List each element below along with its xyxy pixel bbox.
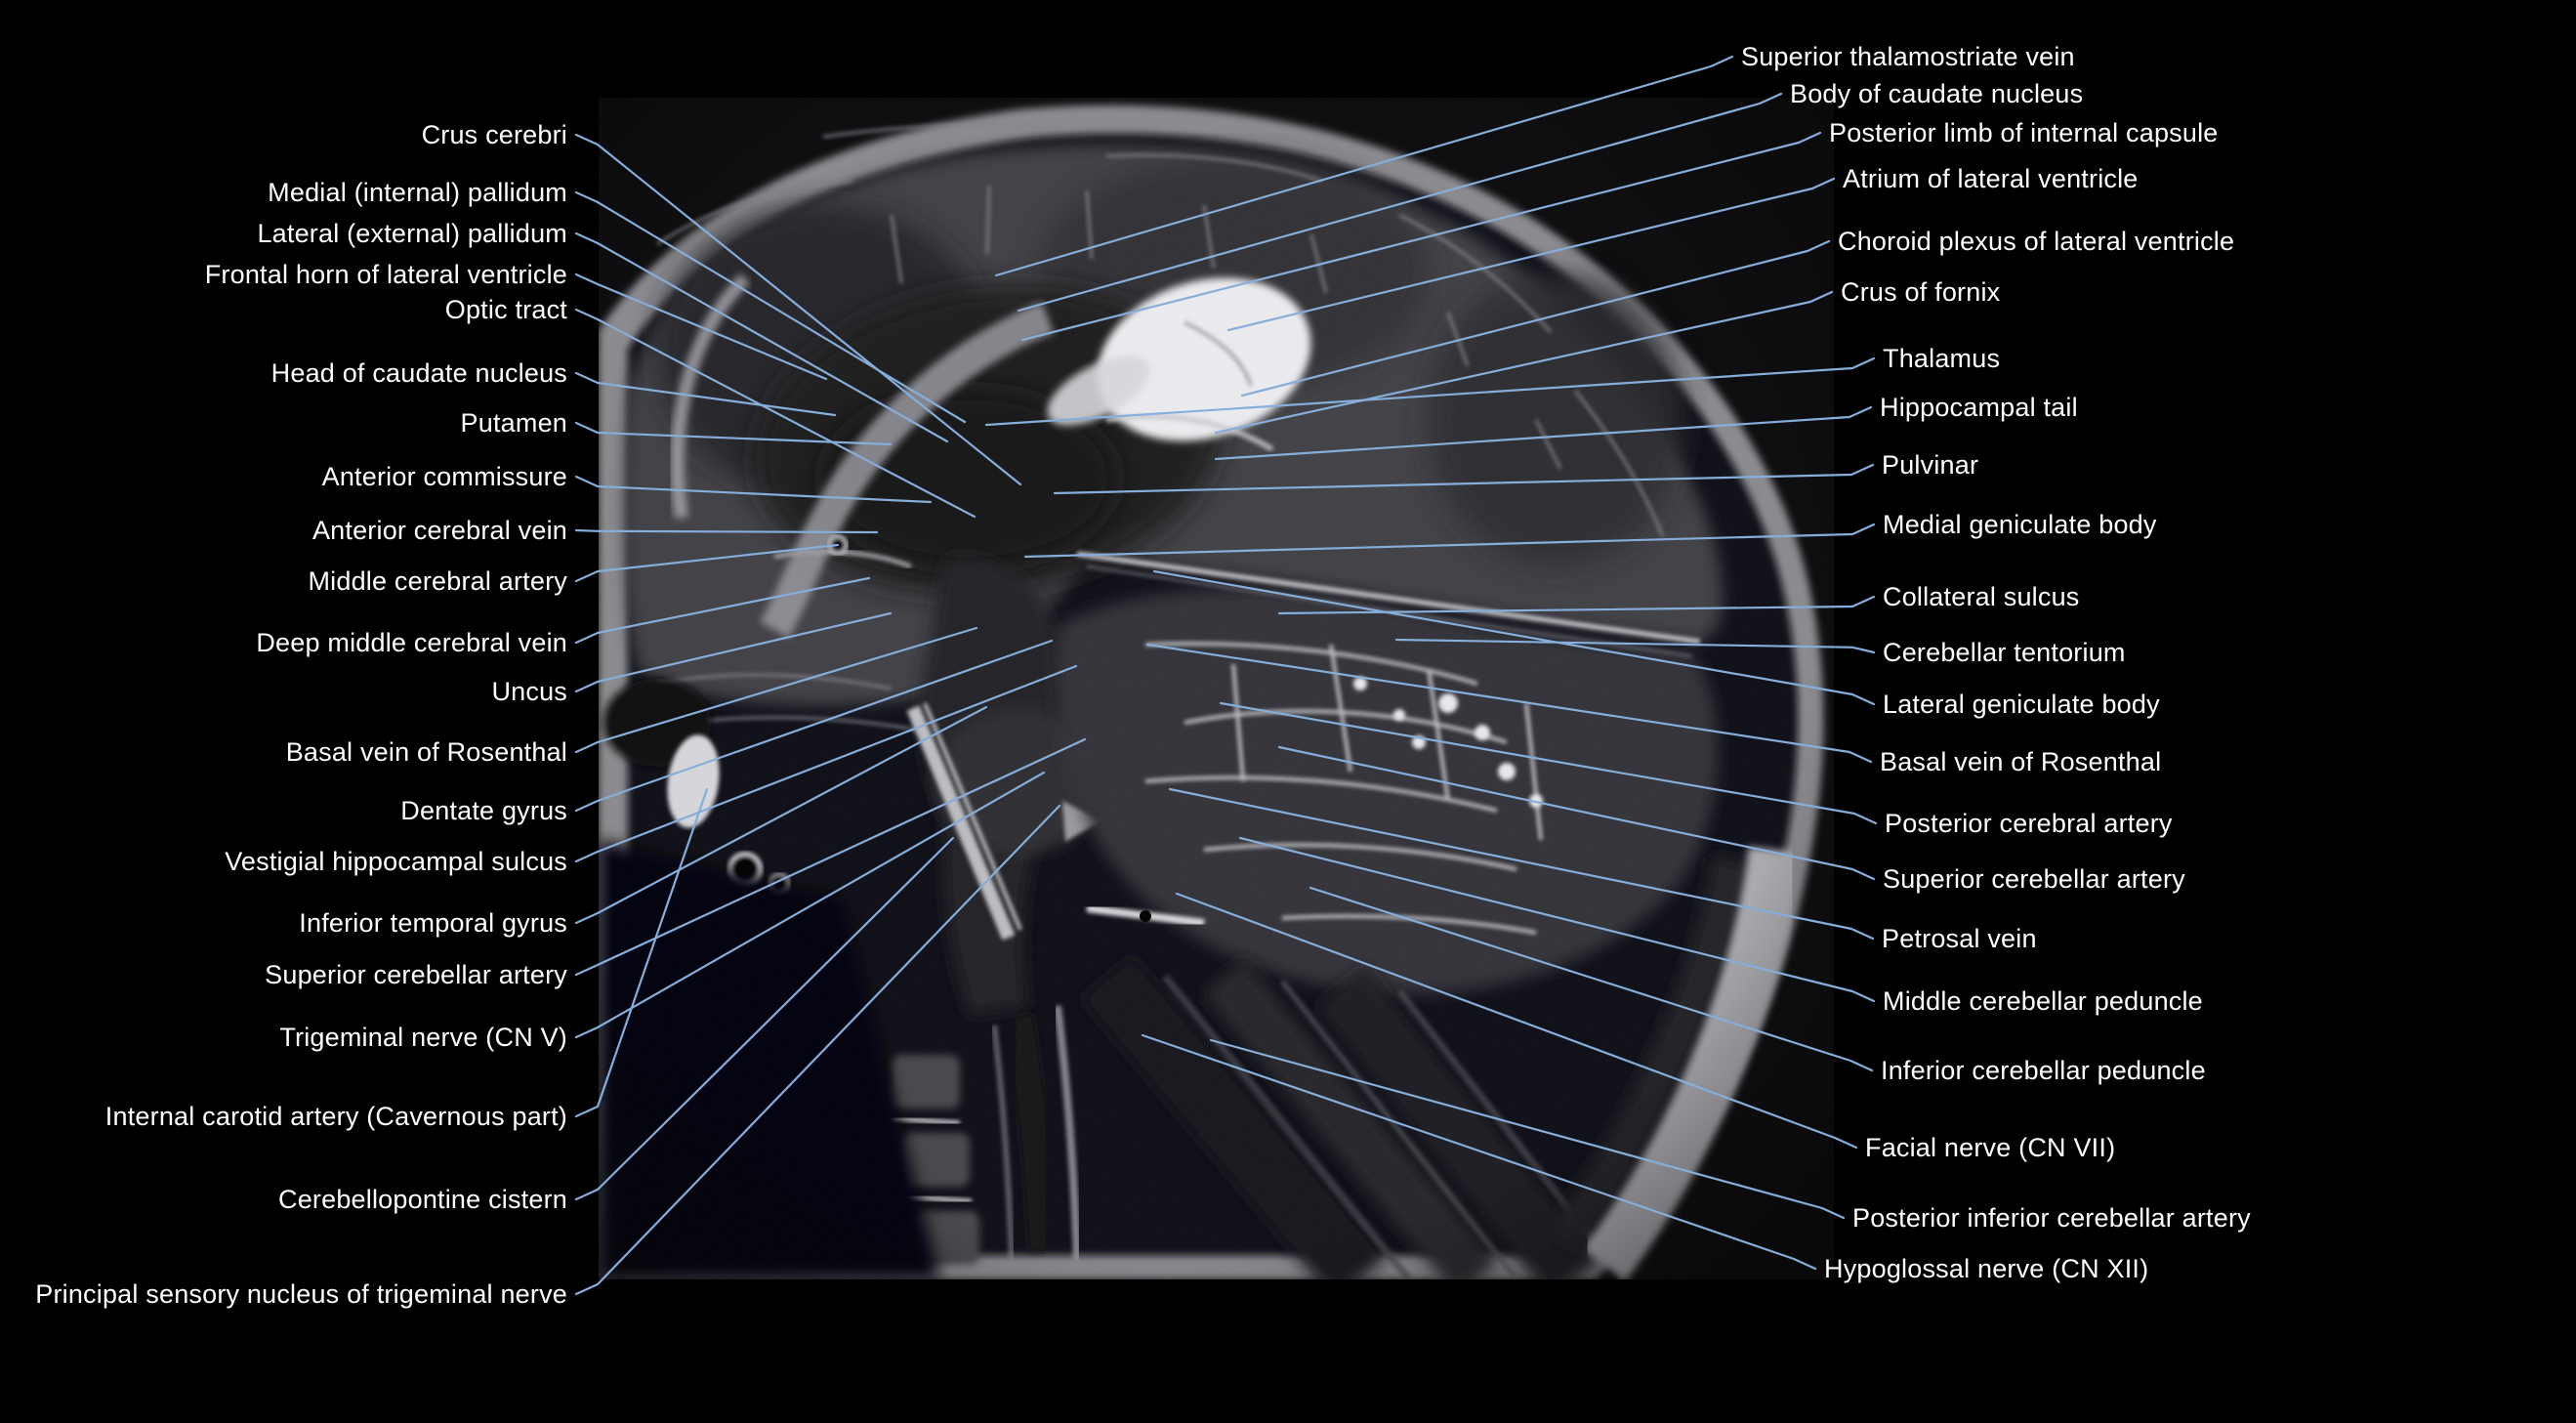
anatomy-label-right-19: Facial nerve (CN VII) <box>1865 1133 2116 1162</box>
anatomy-label-right-14: Posterior cerebral artery <box>1885 809 2173 838</box>
anatomy-label-left-15: Inferior temporal gyrus <box>299 908 567 938</box>
anatomy-label-left-4: Optic tract <box>444 295 567 324</box>
anatomy-label-left-13: Dentate gyrus <box>400 796 567 825</box>
anatomy-label-right-8: Pulvinar <box>1882 450 1979 480</box>
anatomy-label-right-12: Lateral geniculate body <box>1883 690 2160 719</box>
anatomy-label-left-18: Internal carotid artery (Cavernous part) <box>104 1102 567 1131</box>
anatomy-label-left-16: Superior cerebellar artery <box>265 960 567 989</box>
anatomy-label-right-11: Cerebellar tentorium <box>1883 638 2126 667</box>
anatomy-label-right-3: Atrium of lateral ventricle <box>1843 164 2139 193</box>
mri-image <box>599 98 1834 1279</box>
anatomy-label-right-1: Body of caudate nucleus <box>1790 79 2084 108</box>
anatomy-label-left-11: Uncus <box>491 677 567 706</box>
anatomy-label-right-13: Basal vein of Rosenthal <box>1880 747 2162 776</box>
anatomy-label-right-7: Hippocampal tail <box>1880 393 2078 422</box>
anatomy-label-left-7: Anterior commissure <box>321 462 567 491</box>
anatomy-label-left-3: Frontal horn of lateral ventricle <box>204 260 567 289</box>
mri-grain-overlay <box>599 98 1834 1279</box>
anatomy-label-left-2: Lateral (external) pallidum <box>257 219 567 248</box>
anatomy-label-right-4: Choroid plexus of lateral ventricle <box>1838 227 2235 256</box>
anatomy-label-right-15: Superior cerebellar artery <box>1883 864 2185 894</box>
anatomy-label-left-19: Cerebellopontine cistern <box>278 1185 567 1214</box>
anatomy-label-left-1: Medial (internal) pallidum <box>268 178 567 207</box>
anatomy-label-right-9: Medial geniculate body <box>1883 510 2157 539</box>
anatomy-label-right-5: Crus of fornix <box>1841 277 2001 307</box>
anatomy-label-left-9: Middle cerebral artery <box>308 566 567 596</box>
anatomy-label-left-8: Anterior cerebral vein <box>312 516 567 545</box>
anatomy-label-left-10: Deep middle cerebral vein <box>256 628 567 657</box>
anatomy-label-right-18: Inferior cerebellar peduncle <box>1881 1056 2206 1085</box>
anatomy-label-right-6: Thalamus <box>1883 344 2001 373</box>
anatomy-label-right-17: Middle cerebellar peduncle <box>1883 986 2203 1016</box>
anatomy-label-left-17: Trigeminal nerve (CN V) <box>279 1023 567 1052</box>
anatomy-label-right-2: Posterior limb of internal capsule <box>1829 118 2219 147</box>
anatomy-label-right-21: Hypoglossal nerve (CN XII) <box>1824 1254 2149 1283</box>
anatomy-label-right-16: Petrosal vein <box>1882 924 2037 953</box>
anatomy-label-right-10: Collateral sulcus <box>1883 582 2080 611</box>
anatomy-label-left-6: Putamen <box>460 408 567 438</box>
anatomy-label-left-0: Crus cerebri <box>421 120 567 149</box>
anatomy-label-left-20: Principal sensory nucleus of trigeminal nerve <box>35 1279 567 1309</box>
anatomy-label-left-14: Vestigial hippocampal sulcus <box>225 847 567 876</box>
anatomy-label-right-0: Superior thalamostriate vein <box>1741 42 2075 71</box>
anatomy-label-left-5: Head of caudate nucleus <box>270 358 567 388</box>
anatomy-label-right-20: Posterior inferior cerebellar artery <box>1852 1203 2251 1233</box>
anatomy-label-left-12: Basal vein of Rosenthal <box>285 737 567 767</box>
